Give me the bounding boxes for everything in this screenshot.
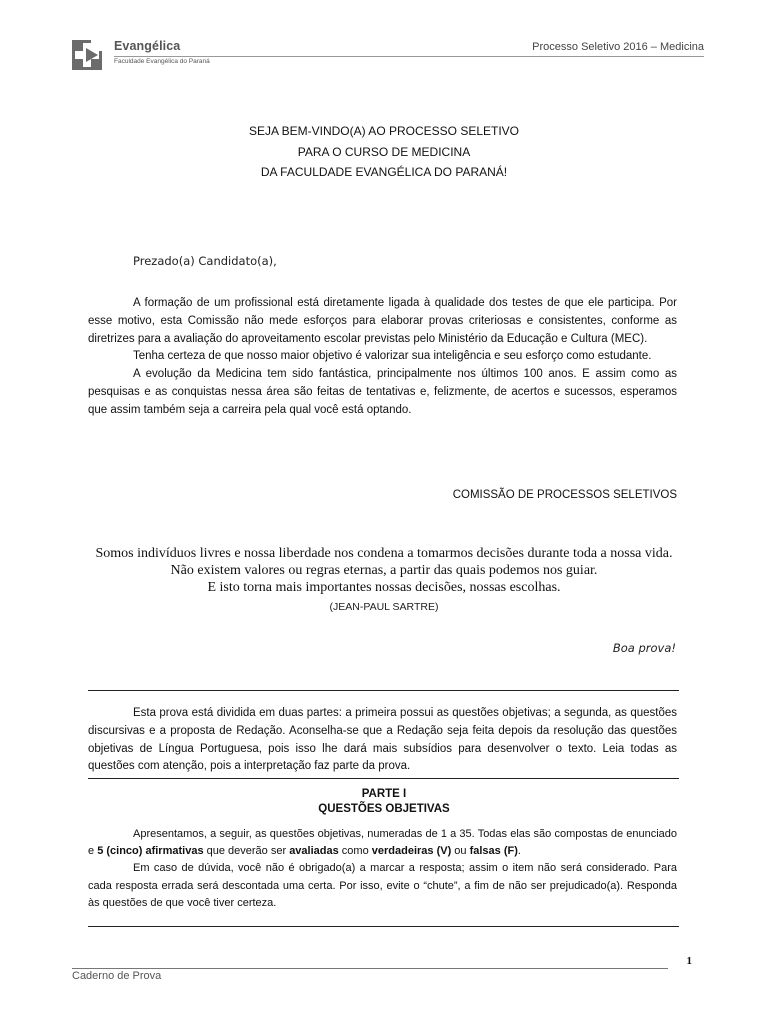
text-run: . bbox=[517, 845, 521, 858]
intro-paragraph: A formação de um profissional está diretamente ligada à qualidade dos testes de que ele participa. Por esse motivo, esta Comissão não mede esforços para elaborar provas criteriosas e consistentes, conforme as diretrizes para a avaliação do aproveitamento escolar previstas pelo Ministério da Educação e Cultura (MEC). bbox=[88, 297, 677, 345]
logo-subtitle: Faculdade Evangélica do Paraná bbox=[114, 58, 210, 65]
note-paragraph: Esta prova está dividida em duas partes: a primeira possui as questões objetivas; a segunda, as questões discursivas e a proposta de Redação. Aconselha-se que a Redação seja feita depois da resolução das questões objetivas de Língua Portuguesa, pois isso lhe dará mais subsídios para desenvolver o texto. Leia todas as questões com atenção, pois a interpretação faz parte da prova. bbox=[88, 707, 677, 773]
intro-text bbox=[88, 295, 677, 420]
footer-label: Caderno de Prova bbox=[72, 970, 162, 982]
logo-title: Evangélica bbox=[114, 39, 181, 53]
commission-signature: COMISSÃO DE PROCESSOS SELETIVOS bbox=[452, 489, 677, 501]
section-divider bbox=[88, 690, 679, 691]
emphasis-five-statements: 5 (cinco) afirmativas bbox=[97, 845, 204, 858]
cross-logo-icon bbox=[72, 40, 102, 70]
salutation: Prezado(a) Candidato(a), bbox=[133, 254, 277, 268]
intro-paragraph: Tenha certeza de que nosso maior objetivo é valorizar sua inteligência e seu esforço como estudante. bbox=[133, 350, 652, 363]
quote-line-1: Somos indivíduos livres e nossa liberdade nos condena a tomarmos decisões durante toda a nossa vida. bbox=[95, 546, 673, 561]
page-number: 1 bbox=[686, 955, 692, 967]
footer-divider bbox=[72, 968, 668, 969]
instructions-paragraph bbox=[88, 826, 677, 860]
section-divider bbox=[88, 778, 679, 779]
exam-structure-note bbox=[88, 705, 677, 776]
good-luck-text: Boa prova! bbox=[612, 641, 676, 655]
emphasis-false: falsas (F) bbox=[469, 845, 518, 858]
part-title: QUESTÕES OBJETIVAS bbox=[318, 803, 450, 815]
instructions-paragraph: Em caso de dúvida, você não é obrigado(a) a marcar a resposta; assim o item não será considerado. Para cada resposta errada será descontada uma certa. Por isso, evite o “chute”, a fim de não ser prejudicado(a). Responda às questões de que você tiver certeza. bbox=[88, 862, 677, 909]
welcome-line-1: SEJA BEM-VINDO(A) AO PROCESSO SELETIVO bbox=[248, 124, 520, 138]
emphasis-evaluated: avaliadas bbox=[289, 845, 339, 858]
text-run: que deverão ser bbox=[203, 845, 290, 858]
section-divider bbox=[88, 926, 679, 927]
quote-line-2: Não existem valores ou regras eternas, a partir das quais podemos nos guiar. bbox=[170, 563, 598, 578]
intro-paragraph: A evolução da Medicina tem sido fantástica, principalmente nos últimos 100 anos. E assim como as pesquisas e as conquistas nessa área são feitas de tentativas e, felizmente, de acertos e sucessos, esperamos que assim também seja a carreira pela qual você está optando. bbox=[88, 368, 677, 416]
header-exam-title: Processo Seletivo 2016 – Medicina bbox=[532, 41, 704, 53]
header-divider bbox=[114, 56, 704, 57]
welcome-line-2: PARA O CURSO DE MEDICINA bbox=[297, 144, 471, 159]
part-heading bbox=[0, 787, 768, 817]
institution-logo bbox=[72, 39, 210, 70]
emphasis-true: verdadeiras (V) bbox=[371, 845, 452, 858]
quote-line-3: E isto torna mais importantes nossas decisões, nossas escolhas. bbox=[207, 580, 561, 595]
text-run: como bbox=[338, 845, 372, 858]
part-label: PARTE I bbox=[361, 788, 407, 800]
quote-author: (JEAN-PAUL SARTRE) bbox=[329, 601, 439, 613]
objective-instructions bbox=[88, 826, 677, 912]
welcome-heading bbox=[0, 121, 768, 183]
text-run: Apresentamos, a seguir, as questões objetivas, numeradas de 1 a 35. Todas elas são compostas de enunciado e bbox=[88, 828, 677, 858]
quote bbox=[0, 545, 768, 596]
welcome-line-3: DA FACULDADE EVANGÉLICA DO PARANÁ! bbox=[260, 165, 508, 179]
text-run: ou bbox=[451, 845, 470, 858]
